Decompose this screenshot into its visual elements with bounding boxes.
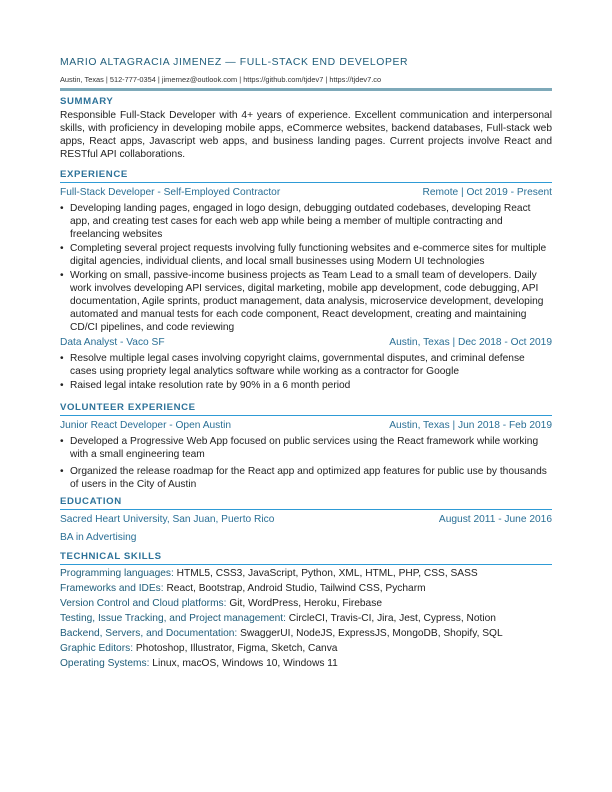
- skill-value: Photoshop, Illustrator, Figma, Sketch, Canva: [133, 643, 338, 654]
- candidate-name-title: MARIO ALTAGRACIA JIMENEZ — FULL-STACK END DEVELOPER: [60, 57, 409, 68]
- skill-label: Backend, Servers, and Documentation:: [60, 628, 238, 639]
- skill-label: Frameworks and IDEs:: [60, 583, 164, 594]
- skill-label: Testing, Issue Tracking, and Project management:: [60, 613, 286, 624]
- skill-row: [60, 581, 552, 596]
- job-role: Full-Stack Developer - Self-Employed Contractor: [60, 187, 281, 198]
- section-divider: [60, 564, 552, 565]
- volunteer-section: [60, 401, 552, 492]
- skill-value: React, Bootstrap, Android Studio, Tailwind CSS, Pycharm: [163, 583, 426, 594]
- job-header: [60, 186, 552, 199]
- skills-list: [60, 566, 552, 671]
- job-bullets: [60, 202, 552, 334]
- section-divider: [60, 182, 552, 183]
- bullet-item: • Developed a Progressive Web App focused on public services using the React framework while working with a small engineering team: [60, 435, 552, 461]
- skills-section: [60, 550, 552, 671]
- header-divider: [60, 88, 552, 91]
- education-header: [60, 513, 552, 526]
- job-header: [60, 336, 552, 349]
- degree: BA in Advertising: [60, 532, 137, 543]
- section-divider: [60, 509, 552, 510]
- skill-value: CircleCI, Travis-CI, Jira, Jest, Cypress, Notion: [285, 613, 496, 624]
- skill-label: Version Control and Cloud platforms:: [60, 598, 227, 609]
- bullet-item: • Raised legal intake resolution rate by 90% in a 6 month period: [60, 379, 552, 392]
- skill-label: Graphic Editors:: [60, 643, 134, 654]
- job-role: Junior React Developer - Open Austin: [60, 420, 232, 431]
- skill-row: [60, 596, 552, 611]
- bullet-item: • Resolve multiple legal cases involving copyright claims, governmental disputes, and criminal defense cases using propriety legal analytics software while working as a contractor for Google: [60, 352, 552, 378]
- section-title-education: EDUCATION: [60, 496, 122, 507]
- bullet-item: • Completing several project requests involving fully functioning websites and e-commerce sites for multiple digital agencies, individual clients, and local small businesses using Modern UI technologies: [60, 242, 552, 268]
- skill-value: SwaggerUI, NodeJS, ExpressJS, MongoDB, Shopify, SQL: [237, 628, 503, 639]
- skill-row: [60, 626, 552, 641]
- skill-value: Linux, macOS, Windows 10, Windows 11: [149, 658, 338, 669]
- experience-section: [60, 168, 552, 393]
- bullet-item: • Working on small, passive-income business projects as Team Lead to a small team of developers. Daily work involves developing API services, digital marketing, mobile app development, code debugging, API documentation, Agile sprints, product management, data analysis, microservice development, developing automated and manual tests for each code component, React development, creating and maintaining CD/CI pipelines, and code reviewing: [60, 269, 552, 334]
- job-bullets: [60, 435, 552, 491]
- contact-info: Austin, Texas | 512-777-0354 | jimernez@outlook.com | https://github.com/tjdev7 | https://tjdev7.co: [60, 75, 382, 84]
- section-title-experience: EXPERIENCE: [60, 169, 128, 180]
- section-title-summary: SUMMARY: [60, 96, 114, 107]
- education-dates: August 2011 - June 2016: [438, 514, 552, 525]
- section-title-skills: TECHNICAL SKILLS: [60, 551, 162, 562]
- skill-label: Operating Systems:: [60, 658, 150, 669]
- skill-row: [60, 656, 552, 671]
- skill-row: [60, 566, 552, 581]
- job-location-dates: Remote | Oct 2019 - Present: [422, 187, 552, 198]
- job-header: [60, 419, 552, 432]
- summary-section: [60, 95, 552, 161]
- skill-value: HTML5, CSS3, JavaScript, Python, XML, HTML, PHP, CSS, SASS: [173, 568, 478, 579]
- job-location-dates: Austin, Texas | Dec 2018 - Oct 2019: [389, 337, 552, 348]
- bullet-item: • Developing landing pages, engaged in logo design, debugging outdated codebases, developing React app, and creating test cases for each web app while being a member of multiple contracting and freelancing websites: [60, 202, 552, 241]
- section-title-volunteer: VOLUNTEER EXPERIENCE: [60, 402, 196, 413]
- skill-value: Git, WordPress, Heroku, Firebase: [226, 598, 382, 609]
- bullet-item: • Organized the release roadmap for the React app and optimized app features for public use by thousands of users in the City of Austin: [60, 465, 552, 491]
- skill-row: [60, 641, 552, 656]
- summary-text: Responsible Full-Stack Developer with 4+ years of experience. Excellent communication and interpersonal skills, with proficiency in developing mobile apps, eCommerce websites, backend databases, Full-stack web apps, React apps, Javascript web apps, and business landing pages. Current projects involve React and RESTful API collaborations.: [60, 110, 552, 160]
- skill-label: Programming languages:: [60, 568, 174, 579]
- job-bullets: [60, 352, 552, 392]
- section-divider: [60, 415, 552, 416]
- skill-row: [60, 611, 552, 626]
- job-location-dates: Austin, Texas | Jun 2018 - Feb 2019: [389, 420, 552, 431]
- school-name: Sacred Heart University, San Juan, Puerto Rico: [60, 514, 275, 525]
- education-section: [60, 495, 552, 544]
- job-role: Data Analyst - Vaco SF: [60, 337, 165, 348]
